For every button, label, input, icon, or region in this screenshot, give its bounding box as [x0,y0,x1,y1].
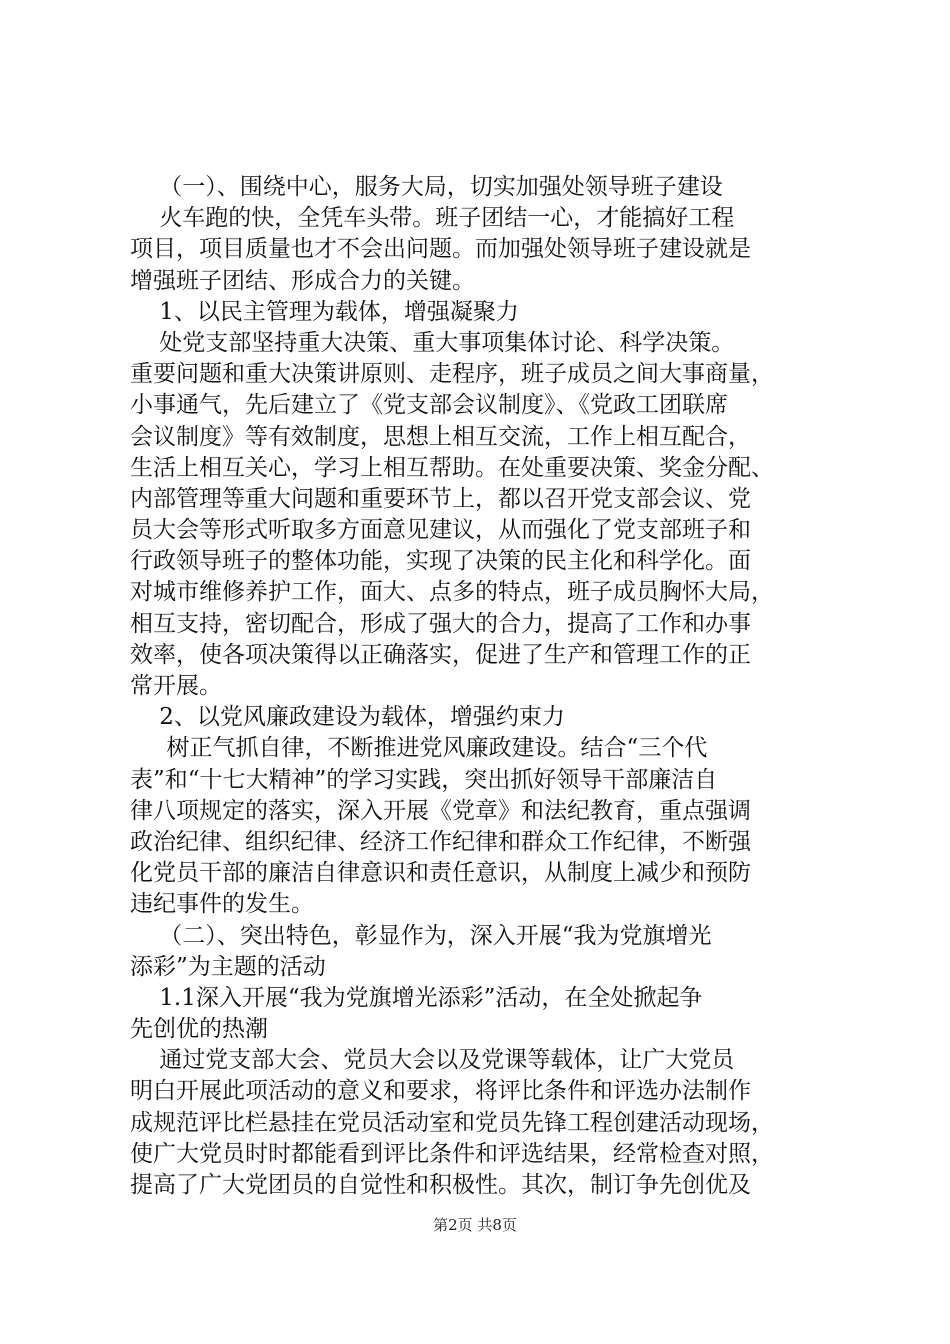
text-line: 成规范评比栏悬挂在党员活动室和党员先锋工程创建活动现场， [130,1109,774,1136]
text-line: 处党支部坚持重大决策、重大事项集体讨论、科学决策。 [130,329,735,356]
text-line: 先创优的热潮 [130,1016,268,1043]
text-line: 会议制度》等有效制度，思想上相互交流，工作上相互配合， [130,423,751,450]
text-line: 增强班子团结、形成合力的关键。 [130,267,475,294]
text-line: 火车跑的快，全凭车头带。班子团结一心，才能搞好工程 [130,205,735,232]
text-line: 政治纪律、组织纪律、经济工作纪律和群众工作纪律，不断强 [130,828,751,855]
page-footer: 第2页 共8页 [433,1216,517,1234]
text-line: 对城市维修养护工作，面大、点多的特点，班子成员胸怀大局， [130,579,774,606]
text-line: 化党员干部的廉洁自律意识和责任意识，从制度上减少和预防 [130,860,751,887]
text-line: 1.1深入开展“我为党旗增光添彩”活动，在全处掀起争 [130,984,703,1011]
text-line: 行政领导班子的整体功能，实现了决策的民主化和科学化。面 [130,548,751,575]
text-line: 重要问题和重大决策讲原则、走程序，班子成员之间大事商量， [130,361,774,388]
text-line: 添彩”为主题的活动 [130,953,326,980]
text-line: 1、以民主管理为载体，增强凝聚力 [130,298,519,325]
text-line: 2、以党风廉政建设为载体，增强约束力 [130,704,565,731]
text-line: 生活上相互关心，学习上相互帮助。在处重要决策、奖金分配、 [130,454,774,481]
text-line: 提高了广大党团员的自觉性和积极性。其次，制订争先创优及 [130,1172,751,1198]
text-line: 小事通气，先后建立了《党支部会议制度》、《党政工团联席 [130,392,728,419]
text-line: （二）、突出特色，彰显作为，深入开展“我为党旗增光 [130,922,712,949]
text-line: 常开展。 [130,673,222,699]
text-line: 使广大党员时时都能看到评比条件和评选结果，经常检查对照， [130,1140,774,1167]
text-line: 树正气抓自律，不断推进党风廉政建设。结合“三个代 [130,735,708,762]
text-line: 律八项规定的落实，深入开展《党章》和法纪教育，重点强调 [130,797,751,824]
text-line: 通过党支部大会、党员大会以及党课等载体，让广大党员 [130,1047,735,1074]
document-body [130,172,835,1201]
text-line: 内部管理等重大问题和重要环节上，都以召开党支部会议、党 [130,485,751,512]
text-line: 明白开展此项活动的意义和要求，将评比条件和评选办法制作 [130,1078,751,1105]
text-line: 违纪事件的发生。 [130,891,314,918]
text-line: 员大会等形式听取多方面意见建议，从而强化了党支部班子和 [130,517,751,544]
text-line: 项目，项目质量也才不会出问题。而加强处领导班子建设就是 [130,236,751,263]
text-line: 表”和“十七大精神”的学习实践，突出抓好领导干部廉洁自 [130,766,718,793]
text-line: 效率，使各项决策得以正确落实，促进了生产和管理工作的正 [130,641,751,668]
text-line: 相互支持，密切配合，形成了强大的合力，提高了工作和办事 [130,610,751,637]
text-line: （一）、围绕中心，服务大局，切实加强处领导班子建设 [130,174,723,200]
